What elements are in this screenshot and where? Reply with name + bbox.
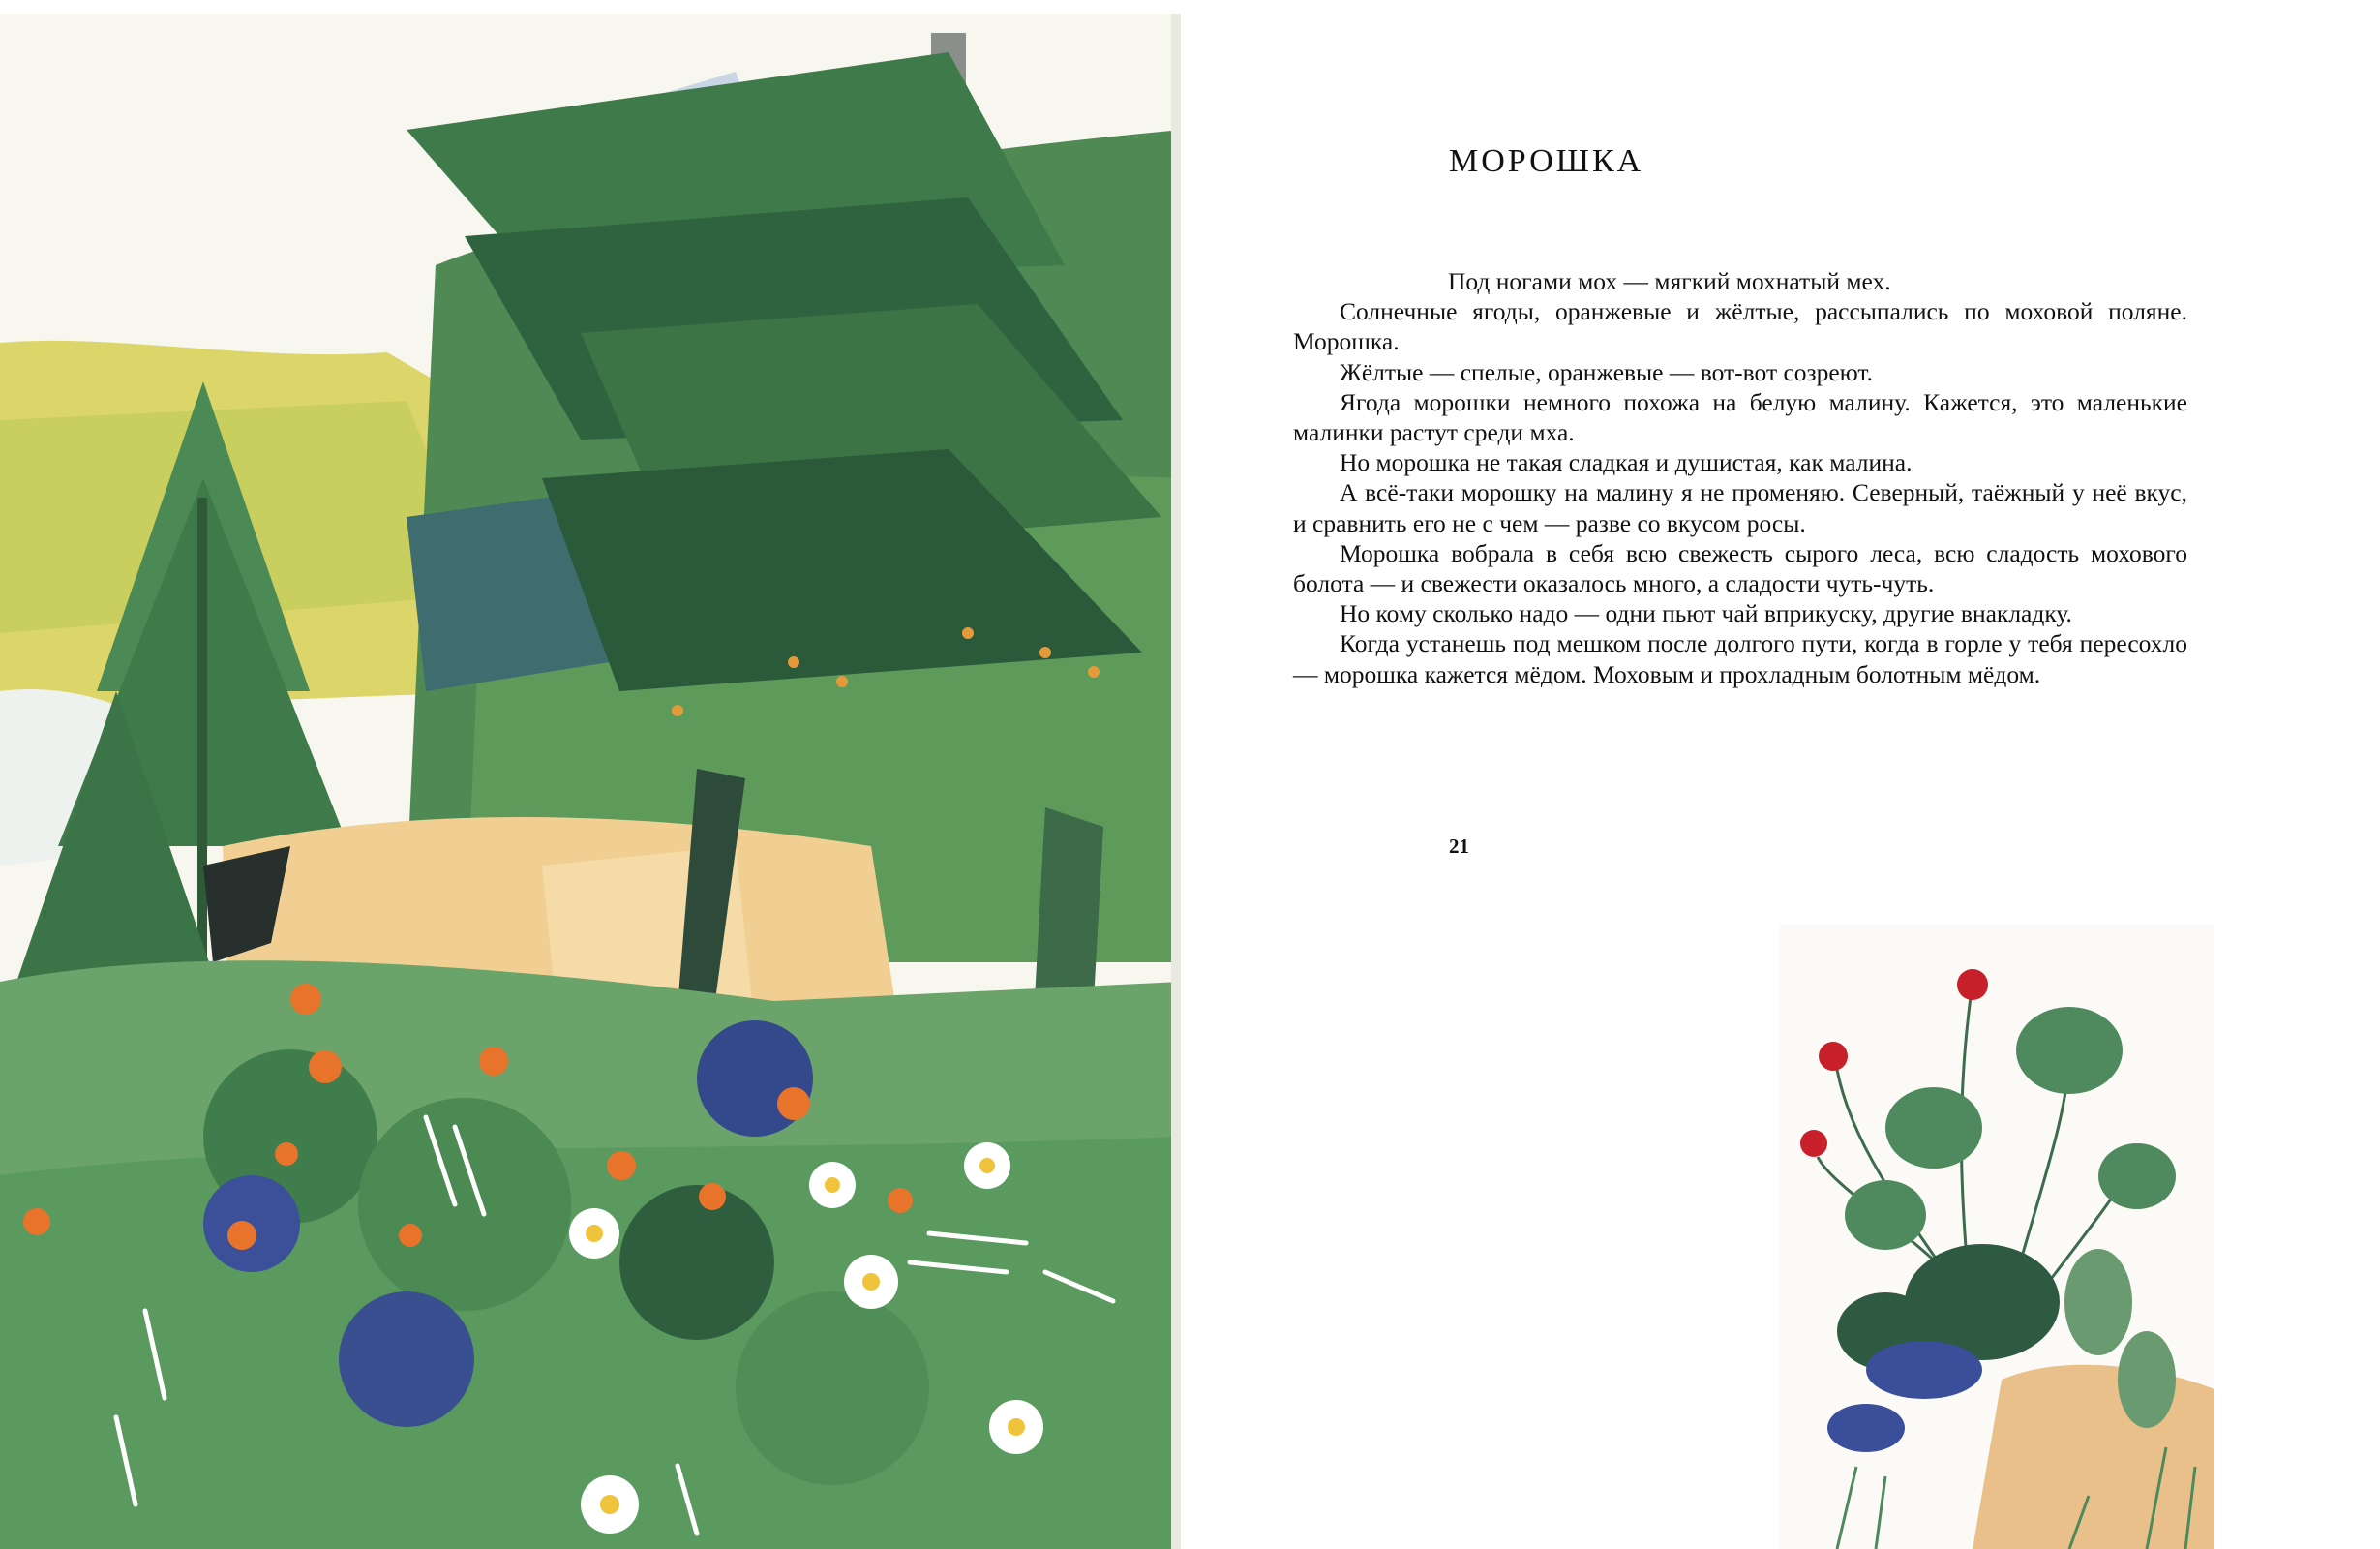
page-number: 21 <box>1449 835 1469 858</box>
paragraph: Жёлтые — спелые, оранжевые — вот-вот созреют. <box>1340 357 1873 386</box>
paragraph: Солнечные ягоды, оранжевые и жёлтые, рассыпались по моховой поляне. Морошка. <box>1293 297 2187 356</box>
forest-illustration <box>0 14 1181 1549</box>
paragraph: А всё-таки морошку на малину я не променяю. Северный, таёжный у неё вкус, и сравнить его не с чем — разве со вкусом росы. <box>1293 478 2187 537</box>
story-title: МОРОШКА <box>1449 143 1644 179</box>
paragraph: Когда устанешь под мешком после долгого пути, когда в горле у тебя пересохло — морошка кажется мёдом. Моховым и прохладным болотным мёдом. <box>1293 629 2187 688</box>
paragraph: Под ногами мох — мягкий мохнатый мех. <box>1448 267 1891 295</box>
paragraph: Морошка вобрала в себя всю свежесть сырого леса, всю сладость мохового болота — и свежести оказалось много, а сладости чуть-чуть. <box>1293 538 2187 598</box>
story-text <box>1293 266 2187 689</box>
cloudberry-plant-illustration <box>1779 925 2214 1549</box>
paragraph: Ягода морошки немного похожа на белую малину. Кажется, это маленькие малинки растут среди мха. <box>1293 387 2187 447</box>
paragraph: Но морошка не такая сладкая и душистая, как малина. <box>1340 448 1913 477</box>
paragraph: Но кому сколько надо — одни пьют чай вприкуску, другие внакладку. <box>1340 599 2072 628</box>
